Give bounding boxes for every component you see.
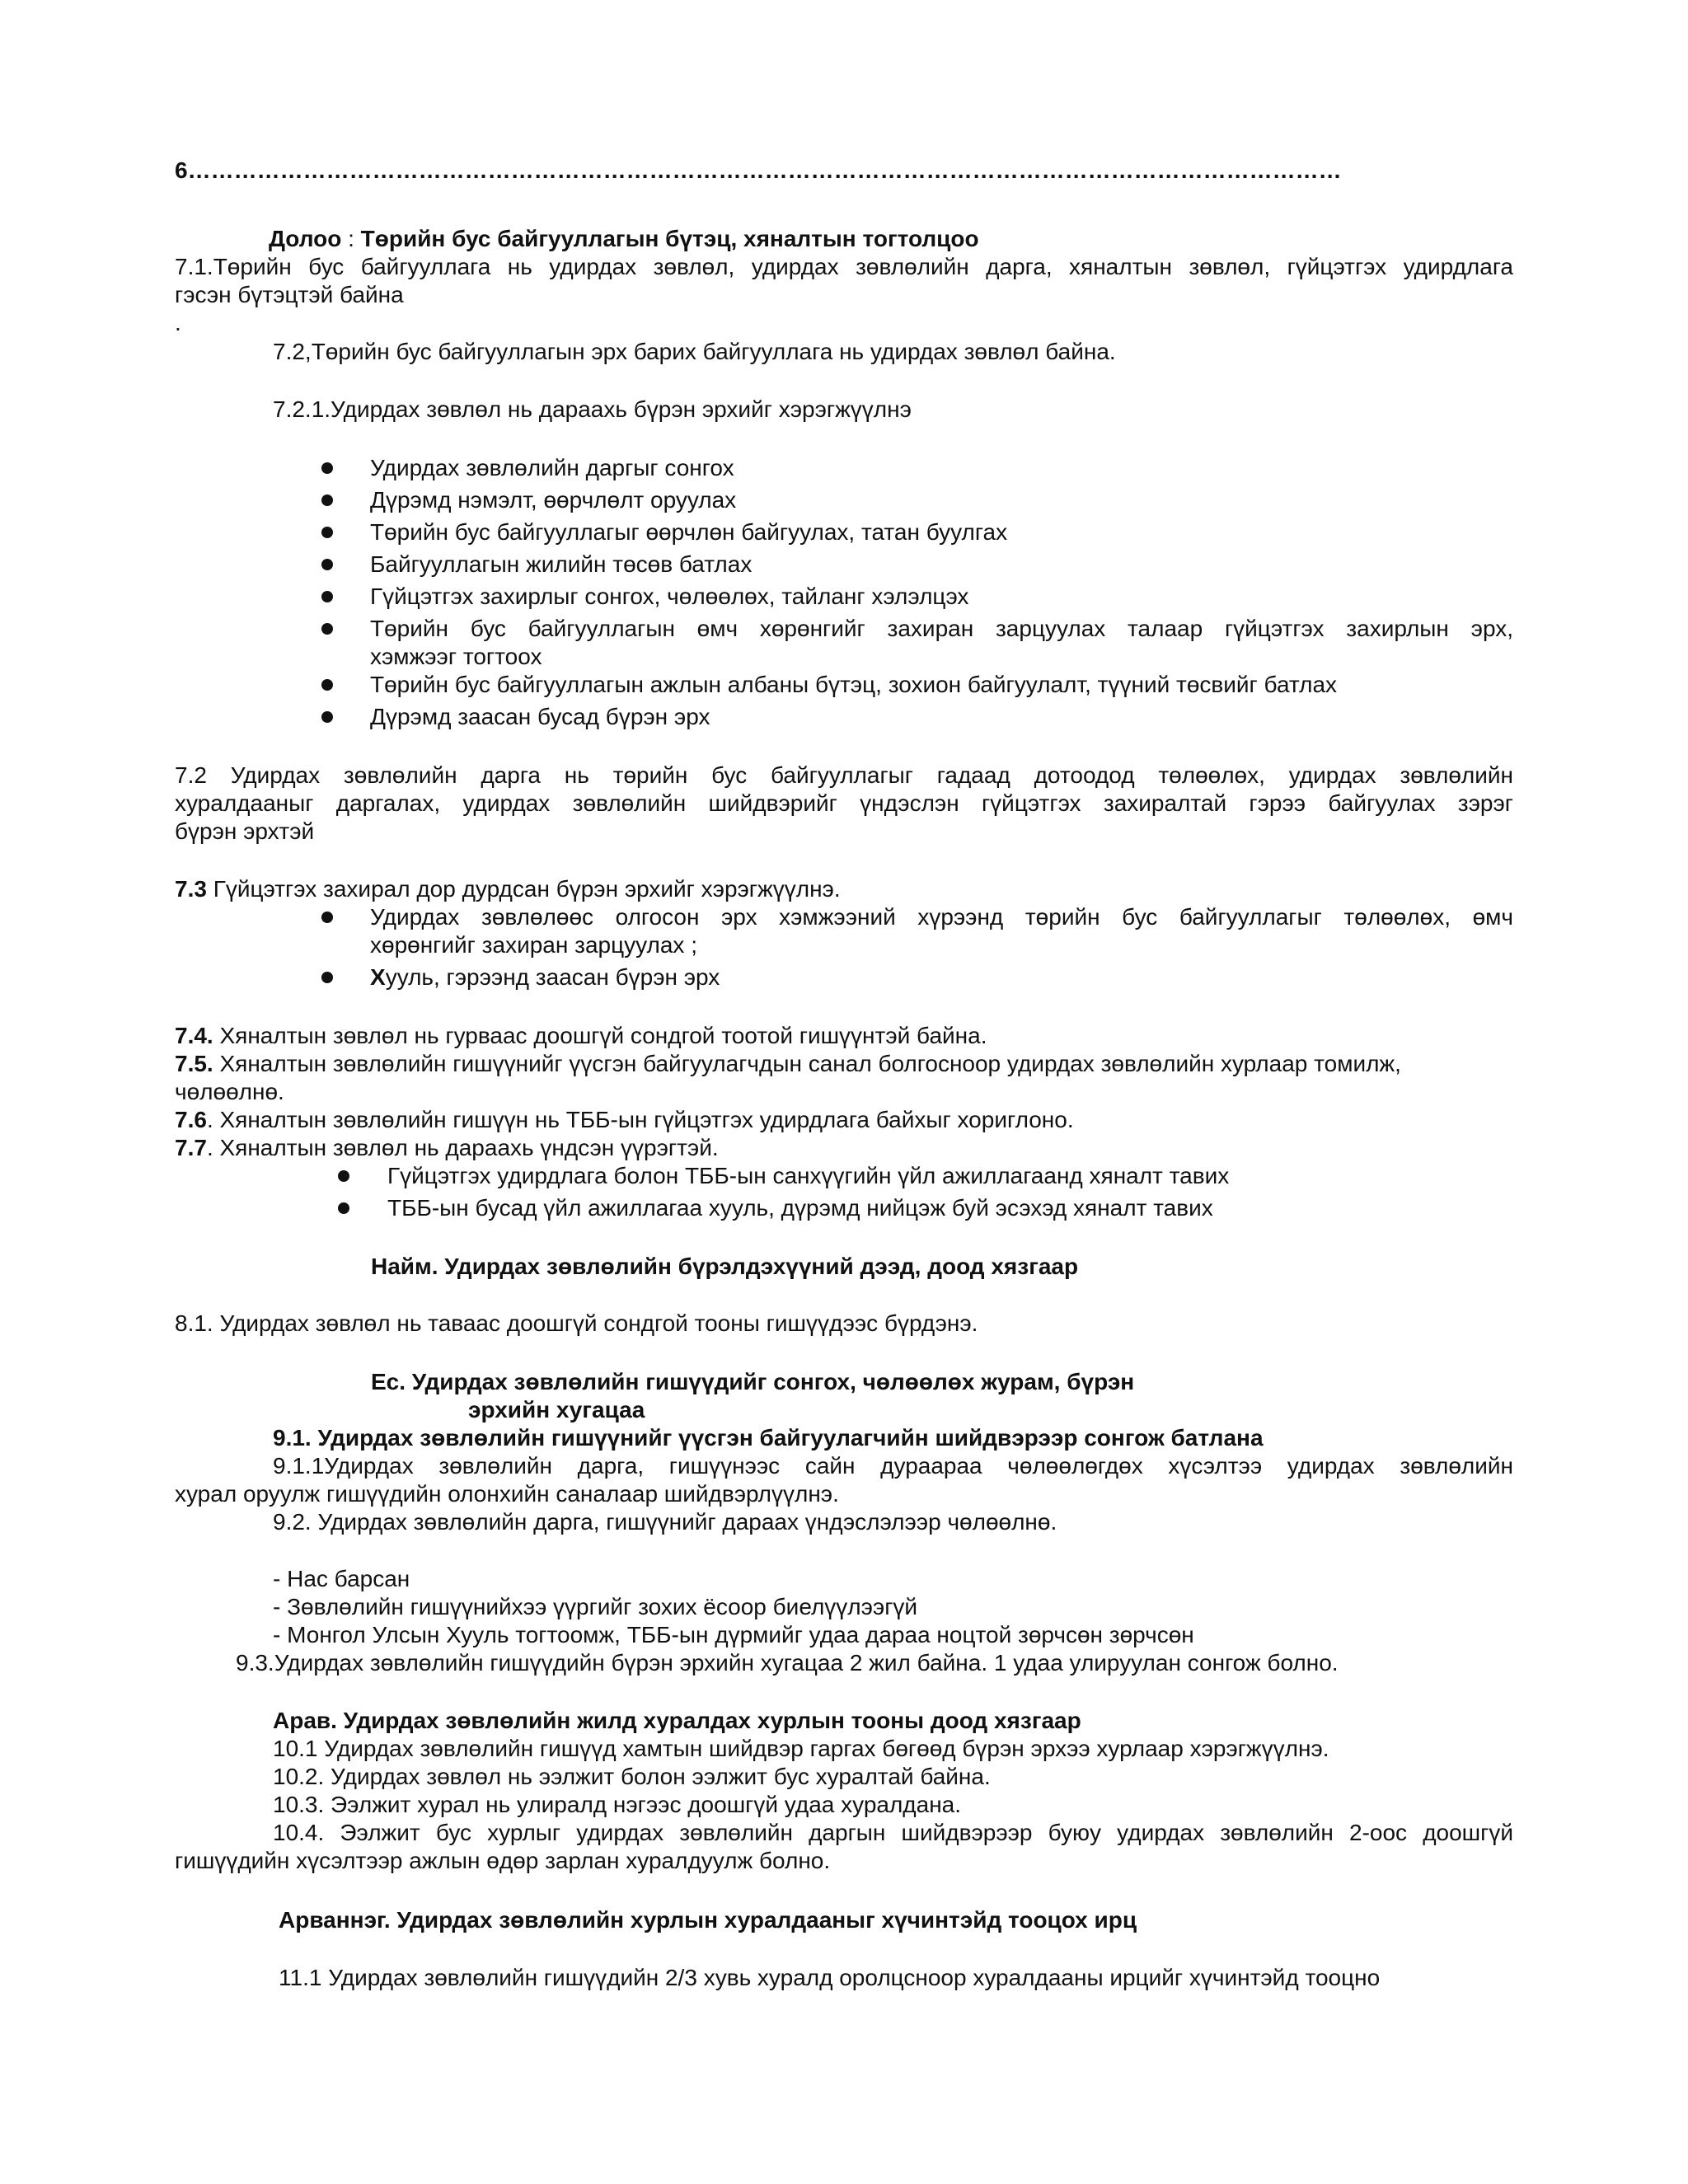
p721: 7.2.1.Удирдах зөвлөл нь дараахь бүрэн эрхийг хэрэгжүүлнэ [273, 396, 912, 422]
p911-line1: 9.1.1Удирдах зөвлөлийн дарга, гишүүнээс сайн дураараа чөлөөлөгдөх хүсэлтээ удирдах зөвлөлийн [273, 1453, 1513, 1479]
p71-line1: 7.1.Төрийн бус байгууллага нь удирдах зөвлөл, удирдах зөвлөлийн дарга, хяналтын зөвлөл, гүйцэтгэх удирдлага [175, 254, 1513, 279]
p104-line2: гишүүдийн хүсэлтээр ажлын өдөр зарлан хуралдуулж болно. [175, 1848, 831, 1873]
p75-line2: чөлөөлнө. [175, 1079, 284, 1104]
p73-item2-initial: Х [370, 964, 386, 990]
p102: 10.2. Удирдах зөвлөл нь ээлжит болон ээлжит бус хуралтай байна. [273, 1764, 991, 1789]
section-7-title [269, 225, 1607, 253]
bullet-icon [321, 591, 333, 602]
list-item: Төрийн бус байгууллагын өмч хөрөнгийг захиран зарцуулах талаар гүйцэтгэх захирлын эрх, [370, 616, 1513, 641]
p77-number: 7.7 [175, 1135, 207, 1160]
section-7-sep: : [341, 226, 361, 251]
p75-number: 7.5. [175, 1051, 213, 1076]
section-9-title-line1: Ес. Удирдах зөвлөлийн гишүүдийг сонгох, чөлөөлөх журам, бүрэн [371, 1369, 1135, 1394]
p111: 11.1 Удирдах зөвлөлийн гишүүдийн 2/3 хувь хуралд оролцсноор хуралдааны ирцийг хүчинтэйд тооцно [279, 1965, 1381, 1990]
p74 [175, 1022, 1513, 1050]
p73 [175, 875, 1513, 903]
list-item: Гүйцэтгэх захирлыг сонгох, чөлөөлөх, тайланг хэлэлцэх [370, 583, 969, 609]
p103: 10.3. Ээлжит хурал нь улиралд нэгээс доошгүй удаа хуралдана. [273, 1792, 962, 1817]
list-item: Байгууллагын жилийн төсөв батлах [370, 551, 753, 577]
p72b-line3: бүрэн эрхтэй [175, 818, 315, 844]
bullet-icon [321, 711, 333, 723]
bullet-icon [321, 912, 333, 923]
list-item: Дүрэмд заасан бусад бүрэн эрх [370, 704, 710, 729]
p104-line1: 10.4. Ээлжит бус хурлыг удирдах зөвлөлийн даргын шийдвэрээр буюу удирдах зөвлөлийн 2-оос доошгүй [273, 1820, 1513, 1845]
p73-item2 [370, 963, 1513, 991]
p76 [175, 1106, 1513, 1134]
dotted-heading: 6…………………………………………………………………………………………………………………………………… [175, 157, 1342, 183]
p77-item: ТББ-ын бусад үйл ажиллагаа хууль, дүрэмд нийцэж буй эсэхэд хяналт тавих [387, 1195, 1213, 1221]
p101: 10.1 Удирдах зөвлөлийн гишүүд хамтын шийдвэр гаргах бөгөөд бүрэн эрхээ хурлаар хэрэгжүүлнэ. [273, 1736, 1329, 1761]
p76-text: . Хяналтын зөвлөлийн гишүүн нь ТББ-ын гүйцэтгэх удирдлага байхыг хориглоно. [206, 1107, 1074, 1132]
bullet-icon [321, 494, 333, 506]
p72: 7.2,Төрийн бус байгууллагын эрх барих байгууллага нь удирдах зөвлөл байна. [273, 339, 1116, 364]
p77-item: Гүйцэтгэх удирдлага болон ТББ-ын санхүүгийн үйл ажиллагаанд хяналт тавих [387, 1163, 1230, 1188]
bullet-icon [321, 679, 333, 691]
p92-reason3: - Монгол Улсын Хууль тогтоомж, ТББ-ын дүрмийг удаа дараа ноцтой зөрчсөн зөрчсөн [273, 1622, 1194, 1647]
p92-reason2: - Зөвлөлийн гишүүнийхээ үүргийг зохих ёсоор биелүүлээгүй [273, 1594, 918, 1619]
p75 [175, 1050, 1513, 1078]
bullet-icon [321, 527, 333, 538]
p911-line2: хурал оруулж гишүүдийн олонхийн саналаар шийдвэрлүүлнэ. [175, 1481, 839, 1507]
section-7-heading: Төрийн бус байгууллагын бүтэц, хяналтын тогтолцоо [360, 226, 979, 251]
p73-item2-text: ууль, гэрээнд заасан бүрэн эрх [385, 964, 720, 990]
list-item: Төрийн бус байгууллагыг өөрчлөн байгуулах, татан буулгах [370, 519, 1008, 545]
p73-number: 7.3 [175, 876, 207, 902]
list-item-continuation: хэмжээг тогтоох [370, 644, 542, 669]
bullet-icon [321, 623, 333, 635]
p72b-line2: хуралдааныг даргалах, удирдах зөвлөлийн шийдвэрийг үндэслэн гүйцэтгэх захиралтай гэрээ байгуулах зэрэг [175, 790, 1513, 816]
p93: 9.3.Удирдах зөвлөлийн гишүүдийн бүрэн эрхийн хугацаа 2 жил байна. 1 удаа улируулан сонгож болно. [236, 1650, 1339, 1675]
p92: 9.2. Удирдах зөвлөлийн дарга, гишүүнийг дараах үндэслэлээр чөлөөлнө. [273, 1509, 1057, 1535]
section-8-title: Найм. Удирдах зөвлөлийн бүрэлдэхүүний дээд, доод хязгаар [371, 1254, 1079, 1279]
p77-text: . Хяналтын зөвлөл нь дараахь үндсэн үүрэгтэй. [206, 1135, 719, 1160]
p72b-line1: 7.2 Удирдах зөвлөлийн дарга нь төрийн бус байгууллагыг гадаад дотоодод төлөөлөх, удирдах зөвлөлийн [175, 762, 1513, 788]
p77 [175, 1134, 1513, 1162]
p92-reason1: - Нас барсан [273, 1566, 410, 1591]
p76-number: 7.6 [175, 1107, 207, 1132]
list-item: Төрийн бус байгууллагын ажлын албаны бүтэц, зохион байгуулалт, түүний төсвийг батлах [370, 672, 1338, 697]
section-10-title: Арав. Удирдах зөвлөлийн жилд хуралдах хурлын тооны доод хязгаар [273, 1708, 1081, 1733]
bullet-icon [338, 1170, 349, 1182]
p73-item1-line1: Удирдах зөвлөлөөс олгосон эрх хэмжээний хүрээнд төрийн бус байгууллагыг төлөөлөх, өмч [370, 904, 1513, 930]
list-item: Дүрэмд нэмэлт, өөрчлөлт оруулах [370, 487, 737, 513]
section-7-label: Долоо [269, 226, 342, 251]
p91: 9.1. Удирдах зөвлөлийн гишүүнийг үүсгэн байгуулагчийн шийдвэрээр сонгож батлана [273, 1425, 1264, 1451]
p81: 8.1. Удирдах зөвлөл нь таваас доошгүй сондгой тооны гишүүдээс бүрдэнэ. [175, 1310, 978, 1336]
list-item: Удирдах зөвлөлийн даргыг сонгох [370, 455, 734, 480]
section-11-title: Арваннэг. Удирдах зөвлөлийн хурлын хуралдааныг хүчинтэйд тооцох ирц [279, 1907, 1137, 1933]
p71-line2: гэсэн бүтэцтэй байна [175, 282, 404, 307]
bullet-icon [321, 462, 333, 474]
p73-item1-line2: хөрөнгийг захиран зарцуулах ; [370, 932, 697, 958]
p73-text: Гүйцэтгэх захирал дор дурдсан бүрэн эрхийг хэрэгжүүлнэ. [206, 876, 841, 902]
stray-dot: . [175, 310, 181, 335]
bullet-icon [338, 1202, 349, 1214]
bullet-icon [321, 972, 333, 983]
p74-text: Хяналтын зөвлөл нь гурваас доошгүй сондгой тоотой гишүүнтэй байна. [213, 1023, 987, 1048]
section-9-title-line2: эрхийн хугацаа [468, 1397, 645, 1422]
p75-text: Хяналтын зөвлөлийн гишүүнийг үүсгэн байгуулагчдын санал болгосноор удирдах зөвлөлийн хурлаар томилж, [213, 1051, 1401, 1076]
bullet-icon [321, 559, 333, 570]
p74-number: 7.4. [175, 1023, 213, 1048]
